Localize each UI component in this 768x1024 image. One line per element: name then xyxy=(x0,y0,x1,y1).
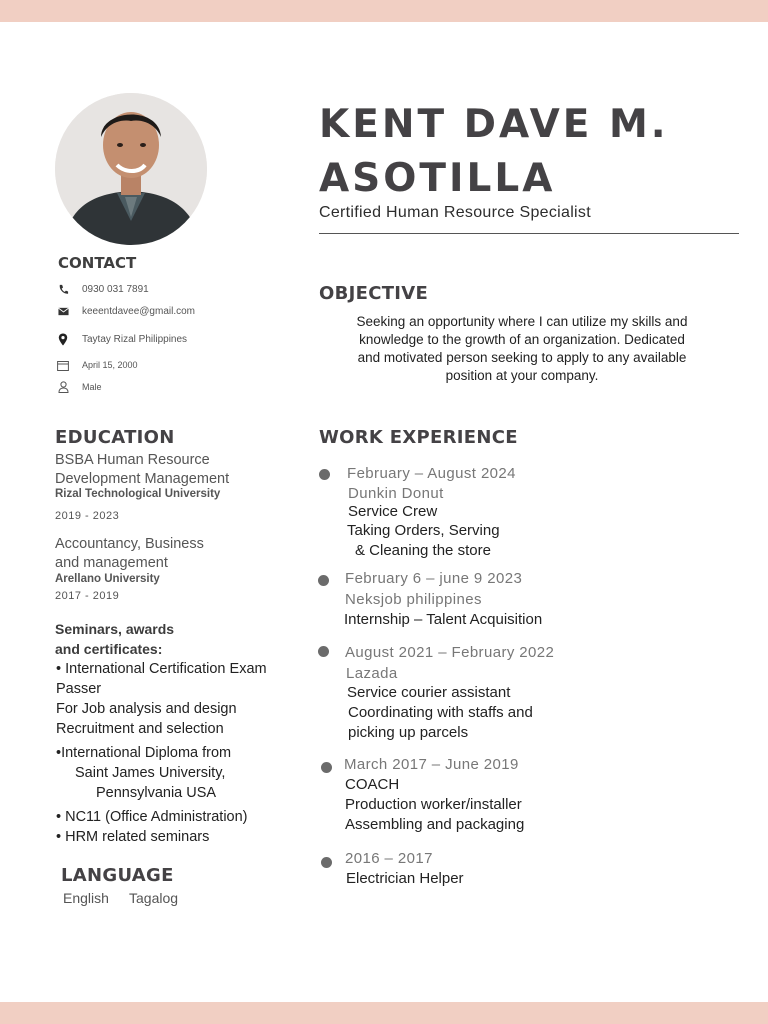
edu-school: Rizal Technological University xyxy=(55,488,221,500)
work-role: Internship – Talent Acquisition xyxy=(344,611,543,628)
education-heading: EDUCATION xyxy=(55,427,175,448)
name-line-1: KENT DAVE M. xyxy=(319,102,669,147)
objective-line: position at your company. xyxy=(445,368,599,383)
seminar-line: • HRM related seminars xyxy=(56,829,210,845)
timeline-dot xyxy=(319,469,330,480)
email-text: keeentdavee@gmail.com xyxy=(82,305,195,317)
calendar-icon xyxy=(56,358,70,372)
timeline-dot xyxy=(318,646,329,657)
top-accent-band xyxy=(0,0,768,22)
work-detail: Taking Orders, Serving xyxy=(347,522,500,539)
seminar-line: • International Certification Exam xyxy=(56,661,267,677)
work-dates: March 2017 – June 2019 xyxy=(344,756,519,773)
language-item: Tagalog xyxy=(129,890,179,906)
edu-degree-line: Development Management xyxy=(55,471,230,487)
work-detail: Coordinating with staffs and xyxy=(348,704,533,721)
work-company: Lazada xyxy=(346,665,398,682)
work-detail: Assembling and packaging xyxy=(345,816,525,833)
timeline-dot xyxy=(321,762,332,773)
profile-photo xyxy=(55,93,207,245)
contact-email xyxy=(56,303,195,319)
person-icon xyxy=(56,380,70,394)
edu-degree-line: BSBA Human Resource xyxy=(55,452,210,468)
header-divider xyxy=(319,233,739,234)
work-dates: February 6 – june 9 2023 xyxy=(345,570,523,587)
work-role: Service Crew xyxy=(348,503,438,520)
objective-line: knowledge to the growth of an organization. Dedicated xyxy=(359,332,685,347)
work-company: COACH xyxy=(345,776,400,793)
contact-heading: CONTACT xyxy=(58,254,137,272)
edu-degree-line: and management xyxy=(55,555,168,571)
full-name xyxy=(319,98,759,206)
work-company: Neksjob philippines xyxy=(345,591,482,608)
contact-gender xyxy=(56,379,102,395)
seminar-line: For Job analysis and design xyxy=(56,701,237,717)
seminar-line: Passer xyxy=(56,681,102,697)
name-line-2: ASOTILLA xyxy=(319,156,556,201)
language-item: English xyxy=(63,890,109,906)
seminars-heading-line: and certificates: xyxy=(55,641,163,657)
seminar-line: • NC11 (Office Administration) xyxy=(56,809,248,825)
work-dates: 2016 – 2017 xyxy=(345,850,433,867)
work-company: Dunkin Donut xyxy=(348,485,444,502)
work-detail: & Cleaning the store xyxy=(355,542,491,559)
edu-years: 2019 - 2023 xyxy=(55,510,120,522)
edu-degree-line: Accountancy, Business xyxy=(55,536,204,552)
seminar-line: Pennsylvania USA xyxy=(96,785,217,801)
edu-years: 2017 - 2019 xyxy=(55,590,120,602)
work-role: Electrician Helper xyxy=(346,870,464,887)
contact-phone xyxy=(56,281,149,297)
work-dates: August 2021 – February 2022 xyxy=(345,644,555,661)
seminars-heading-line: Seminars, awards xyxy=(55,621,175,637)
timeline-dot xyxy=(318,575,329,586)
work-experience-heading: WORK EXPERIENCE xyxy=(319,427,518,448)
objective-line: Seeking an opportunity where I can utilize my skills and xyxy=(356,314,688,329)
birthdate-text: April 15, 2000 xyxy=(82,360,138,370)
work-role: Service courier assistant xyxy=(347,684,511,701)
gender-text: Male xyxy=(82,382,102,392)
phone-icon xyxy=(56,282,70,296)
address-text: Taytay Rizal Philippines xyxy=(82,333,188,345)
work-dates: February – August 2024 xyxy=(347,465,516,482)
work-detail: picking up parcels xyxy=(348,724,469,741)
job-title: Certified Human Resource Specialist xyxy=(319,204,591,221)
language-heading: LANGUAGE xyxy=(61,865,174,886)
bottom-accent-band xyxy=(0,1002,768,1024)
email-icon xyxy=(56,304,70,318)
work-role: Production worker/installer xyxy=(345,796,522,813)
contact-birthdate xyxy=(56,357,138,373)
edu-school: Arellano University xyxy=(55,573,160,585)
phone-text: 0930 031 7891 xyxy=(82,283,149,295)
seminars-heading xyxy=(55,619,174,659)
objective-line: and motivated person seeking to apply to any available xyxy=(357,350,687,365)
timeline-dot xyxy=(321,857,332,868)
contact-address xyxy=(56,331,188,347)
seminar-line: Saint James University, xyxy=(75,765,226,781)
seminar-line: Recruitment and selection xyxy=(56,721,224,737)
location-pin-icon xyxy=(56,332,70,346)
objective-text xyxy=(326,313,718,385)
seminar-line: •International Diploma from xyxy=(56,745,232,761)
objective-heading: OBJECTIVE xyxy=(319,283,429,304)
